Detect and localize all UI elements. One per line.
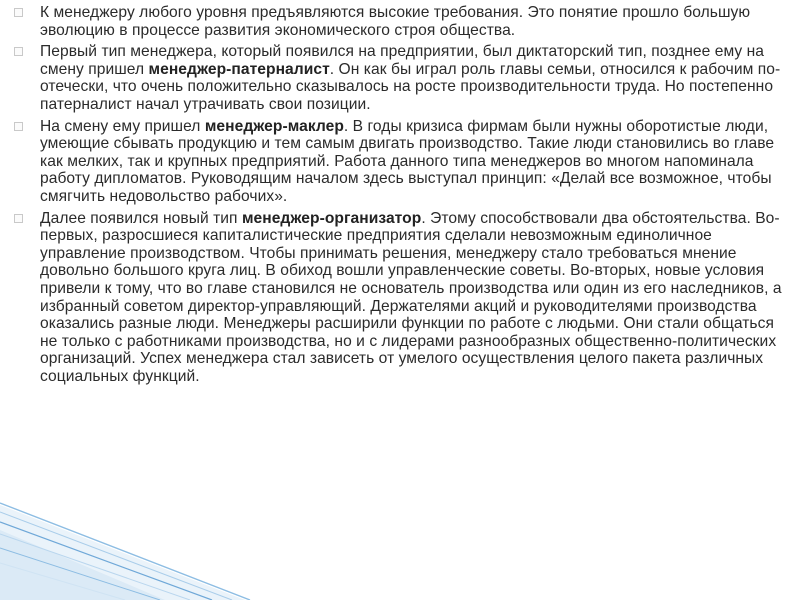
square-bullet-icon <box>14 47 23 56</box>
text-body <box>14 4 784 389</box>
paragraph-1-text: К менеджеру любого уровня предъявляются высокие требования. Это понятие прошло большую эволюцию в процессе развития экономического строя общества. <box>40 4 751 39</box>
paragraph-4-text-start: Далее появился новый тип <box>40 209 242 227</box>
square-bullet-icon <box>14 8 23 17</box>
paragraph-3-text-end: . В годы кризиса фирмам были нужны оборотистые люди, умеющие сбывать продукцию и тем самым двигать производство. Такие люди становились во главе как мелких, так и крупных предприятий. Работа данного типа менеджеров во многом напоминала работу дипломатов. Руководящим началом здесь выступал принцип: «Делай все возможное, чтобы смягчить недовольство рабочих». <box>40 117 775 205</box>
paragraph-2 <box>14 43 784 113</box>
term-broker: менеджер-маклер <box>204 117 344 135</box>
paragraph-3 <box>14 118 784 206</box>
paragraph-4-text-end: . Этому способствовали два обстоятельства. Во-первых, разросшиеся капиталистические предприятия сделали невозможным единоличное управление производством. Чтобы принимать решения, менеджеру стало требоваться мнение довольно большого круга лиц. В обиход вошли управленческие советы. Во-вторых, новые условия привели к тому, что во главе становился не основатель производства или один из его наследников, а избранный советом директор-управляющий. Держателями акций и руководителями производства оказались разные люди. Менеджеры расширили функции по работе с людьми. Они стали общаться не только с работниками производства, но и с лидерами разнообразных общественно-политических организаций. Успех менеджера стал зависеть от умелого осуществления целого пакета различных социальных функций. <box>40 209 782 385</box>
paragraph-4 <box>14 210 784 386</box>
term-organizer: менеджер-организатор <box>241 209 422 227</box>
paragraph-2-text-end: . Он как бы играл роль главы семьи, относился к рабочим по-отечески, что очень положительно сказывалось на росте производительности труда. Но постепенно патерналист начал утрачивать свои позиции. <box>40 60 781 113</box>
paragraph-1 <box>14 4 784 39</box>
term-paternalist: менеджер-патерналист <box>148 60 330 78</box>
paragraph-3-text-start: На смену ему пришел <box>40 117 205 135</box>
square-bullet-icon <box>14 214 23 223</box>
square-bullet-icon <box>14 122 23 131</box>
paragraph-2-text-start: Первый тип менеджера, который появился на предприятии, был диктаторский тип, позднее ему на смену пришел <box>40 43 765 78</box>
